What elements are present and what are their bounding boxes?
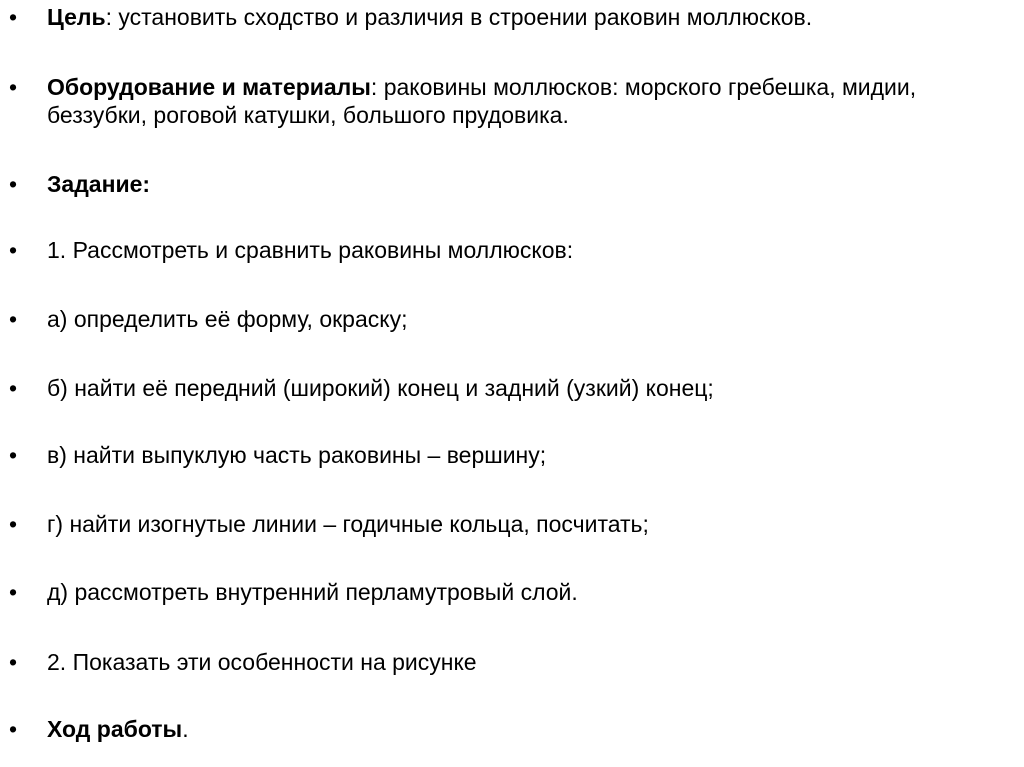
- bullet-icon: •: [9, 306, 18, 332]
- bullet-icon: •: [9, 442, 18, 468]
- list-item-step-a: [9, 305, 997, 333]
- bullet-icon: •: [9, 4, 18, 30]
- bullet-icon: •: [9, 375, 18, 401]
- goal-text: : установить сходство и различия в строении раковин моллюсков.: [105, 4, 813, 30]
- bullet-icon: •: [9, 649, 18, 675]
- list-item-step-2: [9, 648, 997, 676]
- bullet-icon: •: [9, 74, 18, 100]
- bullet-icon: •: [9, 171, 18, 197]
- list-item-task: [9, 170, 997, 198]
- goal-label: Цель: [47, 4, 106, 30]
- equipment-label: Оборудование и материалы: [47, 74, 371, 100]
- task-label: Задание:: [47, 171, 151, 197]
- bullet-icon: •: [9, 579, 18, 605]
- procedure-text: .: [182, 716, 189, 742]
- step-2-text: 2. Показать эти особенности на рисунке: [47, 649, 477, 675]
- step-g-text: г) найти изогнутые линии – годичные кольца, посчитать;: [47, 511, 649, 537]
- list-item-step-v: [9, 441, 997, 469]
- procedure-label: Ход работы: [47, 716, 183, 742]
- step-d-text: д) рассмотреть внутренний перламутровый слой.: [47, 579, 578, 605]
- step-a-text: а) определить её форму, окраску;: [47, 306, 408, 332]
- step-1-text: 1. Рассмотреть и сравнить раковины моллюсков:: [47, 237, 574, 263]
- list-item-step-b: [9, 374, 997, 402]
- step-b-text: б) найти её передний (широкий) конец и задний (узкий) конец;: [47, 375, 714, 401]
- list-item-procedure: [9, 715, 997, 743]
- list-item-step-1: [9, 236, 997, 264]
- bullet-icon: •: [9, 716, 18, 742]
- bullet-icon: •: [9, 511, 18, 537]
- step-v-text: в) найти выпуклую часть раковины – вершину;: [47, 442, 547, 468]
- list-item-step-d: [9, 578, 997, 606]
- list-item-step-g: [9, 510, 997, 538]
- equipment-text: : раковины моллюсков: морского гребешка, мидии, беззубки, роговой катушки, большого прудовика.: [47, 74, 917, 128]
- list-item-goal: [9, 3, 997, 31]
- list-item-equipment: [9, 73, 997, 129]
- bullet-icon: •: [9, 237, 18, 263]
